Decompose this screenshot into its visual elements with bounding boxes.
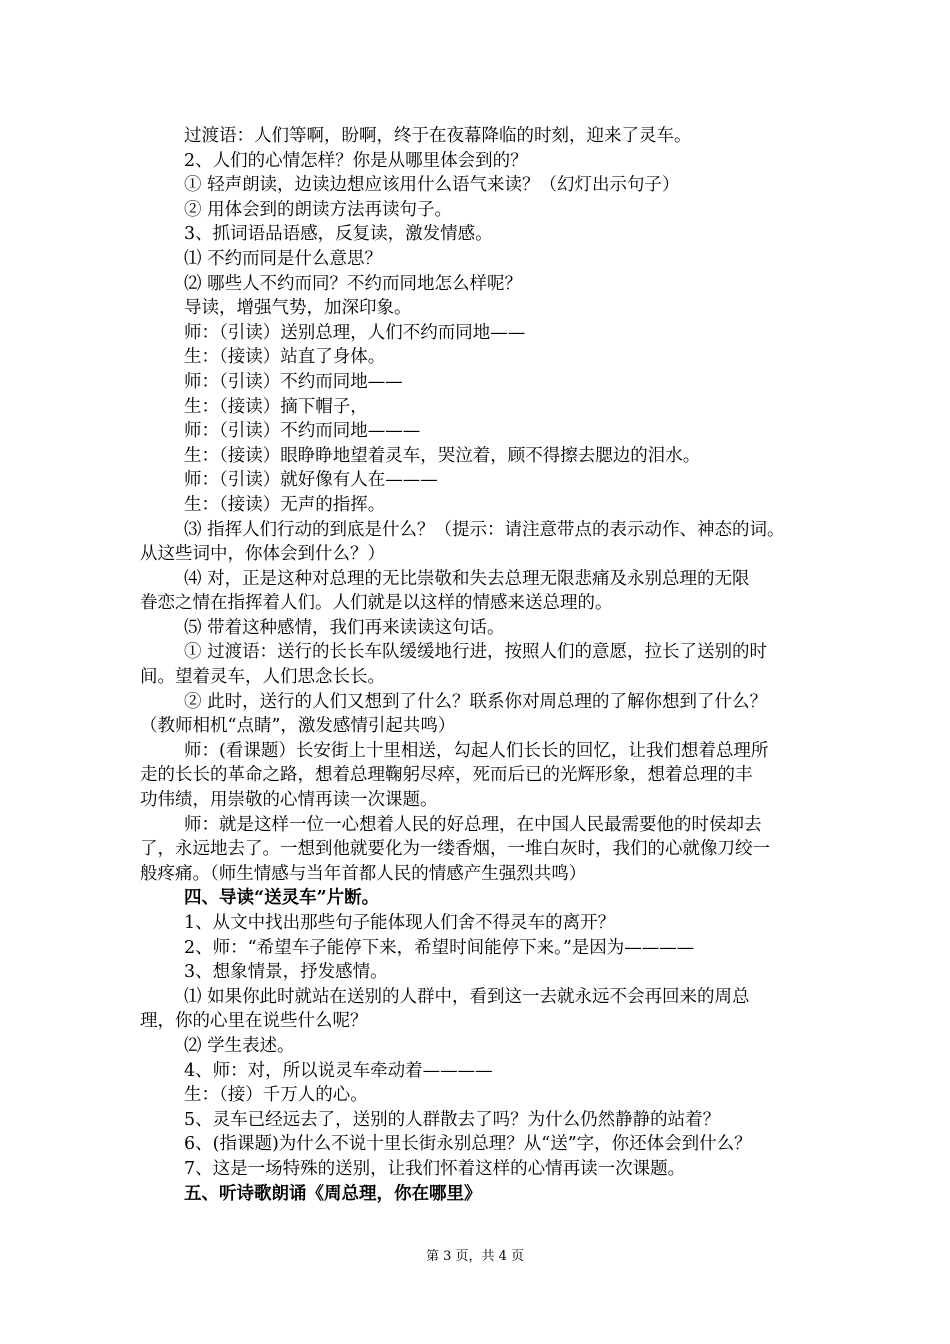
text-line: ⑵ 学生表述。: [184, 1035, 295, 1056]
text-line: 生：（接读）摘下帽子，: [184, 396, 368, 417]
text-line: 过渡语：人们等啊，盼啊，终于在夜幕降临的时刻，迎来了灵车。: [184, 126, 692, 146]
text-line: 生：（接读）站直了身体。: [184, 347, 386, 368]
text-line: ① 轻声朗读，边读边想应该用什么语气来读？（幻灯出示句子）: [184, 175, 680, 196]
text-line: ⑸ 带着这种感情，我们再来读读这句话。: [184, 617, 505, 638]
text-line: 师：(看课题）长安街上十里相送，勾起人们长长的回忆，让我们想着总理所: [184, 740, 769, 761]
text-line: ① 过渡语：送行的长长车队缓缓地行进，按照人们的意愿，拉长了送别的时: [184, 642, 768, 663]
text-line: 导读，增强气势，加深印象。: [184, 298, 412, 319]
text-line: 3、抓词语品语感，反复读，激发情感。: [184, 224, 493, 245]
text-line: 间。望着灵车，人们思念长长。: [140, 667, 385, 688]
text-line: 2、师：“希望车子能停下来，希望时间能停下来。”是因为————: [184, 937, 695, 958]
text-line: 师：（引读）不约而同地——: [184, 371, 403, 392]
page-footer: 第 3 页，共 4 页: [425, 1249, 525, 1264]
text-line: 师：就是这样一位一心想着人民的好总理，在中国人民最需要他的时侯却去: [184, 814, 762, 835]
text-line: 功伟绩，用崇敬的心情再读一次课题。: [140, 790, 438, 811]
text-line: 眷恋之情在指挥着人们。人们就是以这样的情感来送总理的。: [140, 593, 613, 614]
text-line: 2、人们的心情怎样？你是从哪里体会到的？: [184, 150, 528, 171]
text-line: 5、灵车已经远去了，送别的人群散去了吗？为什么仍然静静的站着？: [184, 1109, 721, 1130]
text-line: 了，永远地去了。一想到他就要化为一缕香烟，一堆白灰时，我们的心就像刀绞一: [140, 839, 770, 860]
text-line: 走的长长的革命之路，想着总理鞠躬尽瘁，死而后已的光辉形象，想着总理的丰: [140, 765, 753, 786]
text-line: 生：（接读）眼睁睁地望着灵车，哭泣着，顾不得擦去腮边的泪水。: [184, 445, 701, 466]
text-line: 师：（引读）不约而同地———: [184, 421, 421, 442]
text-line: 般疼痛。（师生情感与当年首都人民的情感产生强烈共鸣）: [140, 863, 587, 884]
text-line: 师：（引读）就好像有人在———: [184, 470, 438, 491]
text-line: ⑶ 指挥人们行动的到底是什么？（提示：请注意带点的表示动作、神态的词。: [184, 519, 785, 540]
text-line: ⑴ 不约而同是什么意思？: [184, 248, 383, 269]
text-line: 生：（接）千万人的心。: [184, 1085, 368, 1106]
document-body: [140, 124, 820, 1206]
text-line: 7、这是一场特殊的送别，让我们怀着这样的心情再读一次课题。: [184, 1158, 686, 1179]
text-line: （教师相机“点睛”，激发感情引起共鸣）: [140, 716, 456, 737]
text-line: 从这些词中，你体会到什么？）: [140, 544, 385, 565]
section-heading: 四、导读“送灵车”片断。: [184, 888, 380, 909]
section-heading: 五、听诗歌朗诵《周总理，你在哪里》: [184, 1183, 482, 1204]
text-line: 6、(指课题)为什么不说十里长街永别总理？从“送”字，你还体会到什么？: [184, 1134, 752, 1155]
text-line: ② 用体会到的朗读方法再读句子。: [184, 199, 453, 220]
text-line: 生：（接读）无声的指挥。: [184, 494, 386, 515]
text-line: ⑴ 如果你此时就站在送别的人群中，看到这一去就永远不会再回来的周总: [184, 986, 750, 1007]
text-line: 4、师：对，所以说灵车牵动着————: [184, 1060, 493, 1081]
text-line: ② 此时，送行的人们又想到了什么？联系你对周总理的了解你想到了什么？: [184, 691, 768, 712]
text-line: ⑷ 对，正是这种对总理的无比崇敬和失去总理无限悲痛及永别总理的无限: [184, 568, 750, 589]
text-line: 师：（引读）送别总理，人们不约而同地——: [184, 322, 526, 343]
text-line: ⑵ 哪些人不约而同？不约而同地怎么样呢？: [184, 273, 523, 294]
text-line: 1、从文中找出那些句子能体现人们舍不得灵车的离开？: [184, 913, 616, 933]
text-line: 理，你的心里在说些什么呢？: [140, 1011, 368, 1032]
text-line: 3、想象情景，抒发感情。: [184, 962, 388, 983]
